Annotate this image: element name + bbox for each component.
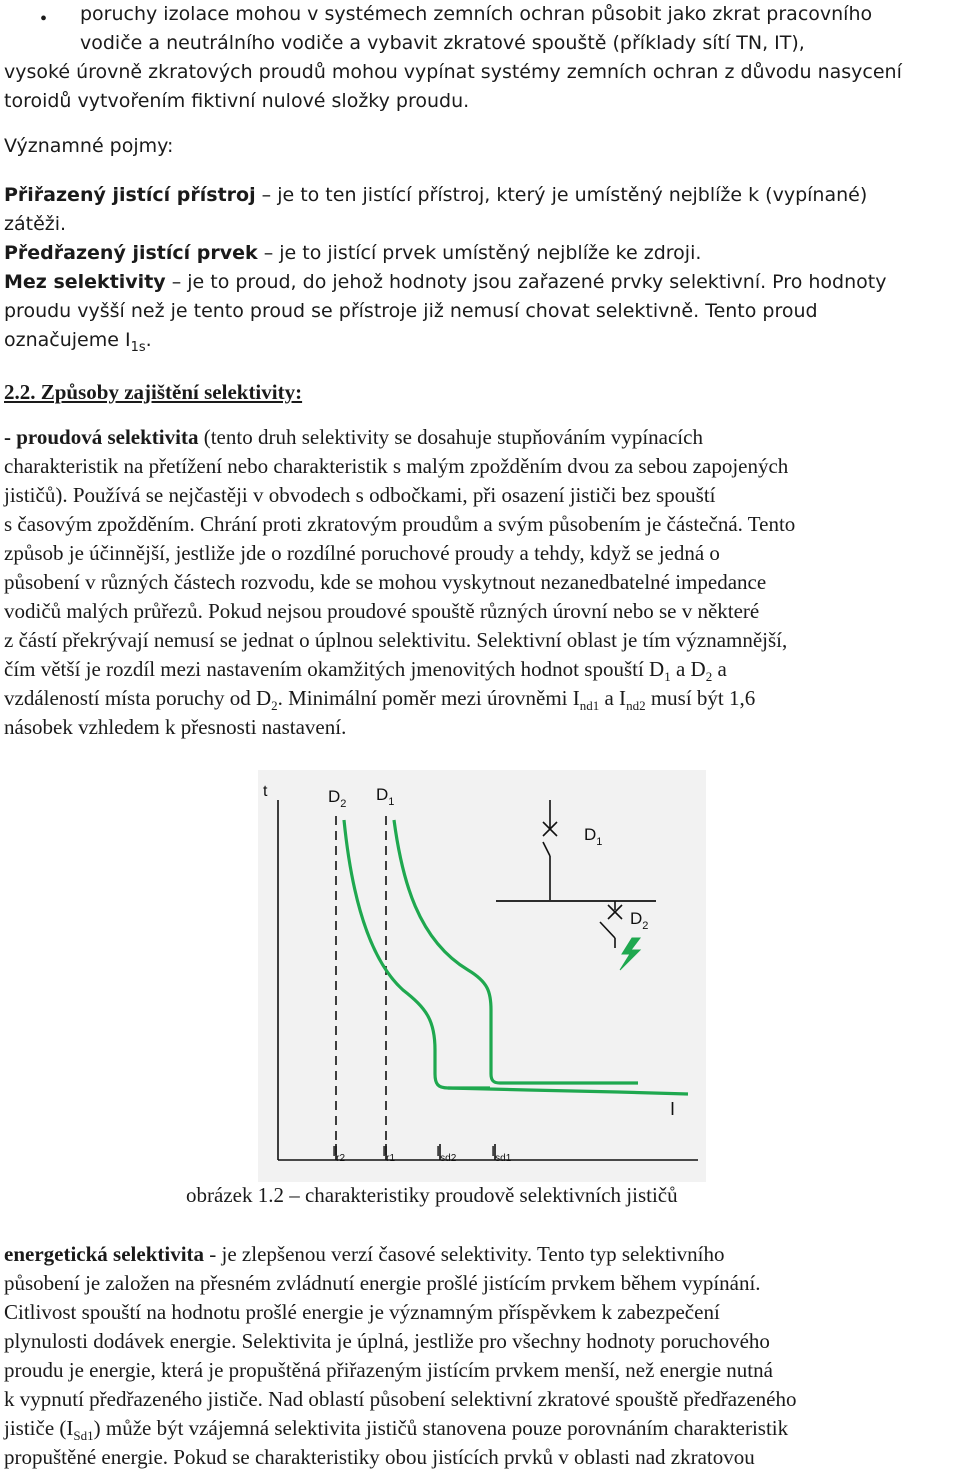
paragraph-line [4,1240,725,1269]
paragraph-line: plynulosti dodávek energie. Selektivita je úplná, jestliže pro všechny hodnoty poruchového [4,1329,770,1353]
tick-label-isd2: $I_{sd2}$ [436,1143,457,1164]
i-axis-label: I [670,1099,676,1119]
paragraph-text: a I [599,686,627,710]
section-heading: 2.2. Způsoby zajištění selektivity: [4,380,303,404]
paragraph-text: a [712,657,727,681]
paragraph-text: ) může být vzájemná selektivita jističů stanovena pouze porovnáním charakteristik [93,1416,789,1440]
paragraph-line: propuštěné energie. Pokud se charakteristiky obou jistících prvků v oblasti nad zkratovou [4,1445,755,1469]
paragraph-text: (tento druh selektivity se dosahuje stupňováním vypínacích [198,425,703,449]
curve-label-d1: $D_1$ [376,785,395,808]
term-text: . [145,329,152,351]
term-line: zátěži. [4,213,67,235]
tick-label-ir2: $I_{r2}$ [332,1143,346,1164]
paragraph-line: působení je založen na přesném zvládnutí energie prošlé jistícím prvkem během vypínání. [4,1271,761,1295]
subscript: 1 [664,669,671,684]
term-text: – je to ten jistící přístroj, který je umístěný nejblíže k (vypínané) [255,184,868,206]
term-line [4,181,867,210]
paragraph-line [4,684,755,715]
term-assigned: Přiřazený jistící přístroj [4,184,256,206]
paragraph-text: - je zlepšenou verzí časové selektivity. Tento typ selektivního [204,1242,725,1266]
paragraph-line [4,423,703,452]
term-line [4,239,701,268]
paragraph-line: z částí překrývají nemusí se jednat o úplnou selektivitu. Selektivní oblast je tím významnější, [4,628,788,652]
term-current-selectivity: - proudová selektivita [4,425,199,449]
breaker-label-d2: $D_2$ [630,909,649,932]
bullet-line: toroidů vytvořením fiktivní nulové složky proudu. [4,90,470,112]
term-line: proudu vyšší než je tento proud se přístroje již nemusí chovat selektivně. Tento proud [4,300,818,322]
term-text: – je to proud, do jehož hodnoty jsou zařazené prvky selektivní. Pro hodnoty [165,271,887,293]
breaker-d1-schematic [543,800,557,900]
breaker-label-d1: $D_1$ [584,825,603,848]
paragraph-line: vodičů malých průřezů. Pokud nejsou proudové spouště různých úrovní nebo se v některé [4,599,760,623]
term-text: označujeme I [4,329,131,351]
bullet-line: poruchy izolace mohou v systémech zemních ochran působit jako zkrat pracovního [80,3,873,25]
paragraph-text: musí být 1,6 [645,686,756,710]
bullet-line: vodiče a neutrálního vodiče a vybavit zkratové spouště (příklady sítí TN, IT), [80,32,805,54]
fault-lightning-icon [620,938,640,970]
paragraph-text: jističe (I [4,1416,74,1440]
tick-label-ir1: $I_{r1}$ [382,1143,396,1164]
term-energy-selectivity: energetická selektivita [4,1242,205,1266]
paragraph-text: vzdáleností místa poruchy od D [4,686,272,710]
paragraph-text: a D [670,657,706,681]
subscript: nd2 [626,698,646,713]
term-upstream: Předřazený jistící prvek [4,242,258,264]
subscript: Sd1 [73,1428,94,1443]
curve-d2 [344,820,490,1088]
curve-shared-tail [448,1088,688,1094]
paragraph-line: působení v různých částech rozvodu, kde se mohou vyskytnout nezanedbatelné impedance [4,570,767,594]
tick-label-isd1: $I_{sd1}$ [491,1143,512,1164]
subscript: 2 [271,698,278,713]
term-line [4,326,152,357]
paragraph-line [4,1414,788,1445]
paragraph-line: s časovým zpožděním. Chrání proti zkratovým proudům a svým působením je částečná. Tento [4,512,796,536]
t-axis-label: t [263,783,268,800]
subscript: 1s [130,340,146,355]
selectivity-figure [258,770,706,1182]
curve-label-d2: $D_2$ [328,787,347,810]
paragraph-line: k vypnutí předřazeného jističe. Nad oblastí působení selektivní zkratové spouště předřazeného [4,1387,797,1411]
bullet-line: vysoké úrovně zkratových proudů mohou vypínat systémy zemních ochran z důvodu nasycení [4,61,902,83]
term-limit: Mez selektivity [4,271,166,293]
paragraph-line: proudu je energie, která je propuštěná přiřazeným jistícím prvkem menší, než energie nutná [4,1358,773,1382]
figure-caption: obrázek 1.2 – charakteristiky proudově selektivních jističů [186,1183,678,1207]
terms-heading: Významné pojmy: [4,135,174,157]
paragraph-line: násobek vzhledem k přesnosti nastavení. [4,715,347,739]
breaker-d2-schematic [600,901,622,948]
term-text: – je to jistící prvek umístěný nejblíže ke zdroji. [257,242,702,264]
bullet-icon: • [40,8,48,30]
paragraph-line: způsob je účinnější, jestliže jde o rozdílné poruchové proudy a tehdy, když se jedná o [4,541,720,565]
paragraph-line [4,655,727,686]
subscript: nd1 [579,698,600,713]
paragraph-line: Citlivost spouští na hodnotu prošlé energie je významným příspěvkem k zabezpečení [4,1300,720,1324]
paragraph-line: jističů). Používá se nejčastěji v obvodech s odbočkami, při osazení jističi bez spouští [4,483,716,507]
paragraph-line: charakteristik na přetížení nebo charakteristik s malým zpožděním dvou za sebou zapojených [4,454,789,478]
subscript: 2 [705,669,713,684]
term-line [4,268,886,297]
paragraph-text: . Minimální poměr mezi úrovněmi I [277,686,580,710]
curve-d1 [394,820,638,1083]
paragraph-text: čím větší je rozdíl mezi nastavením okamžitých jmenovitých hodnot spouští D [4,657,665,681]
